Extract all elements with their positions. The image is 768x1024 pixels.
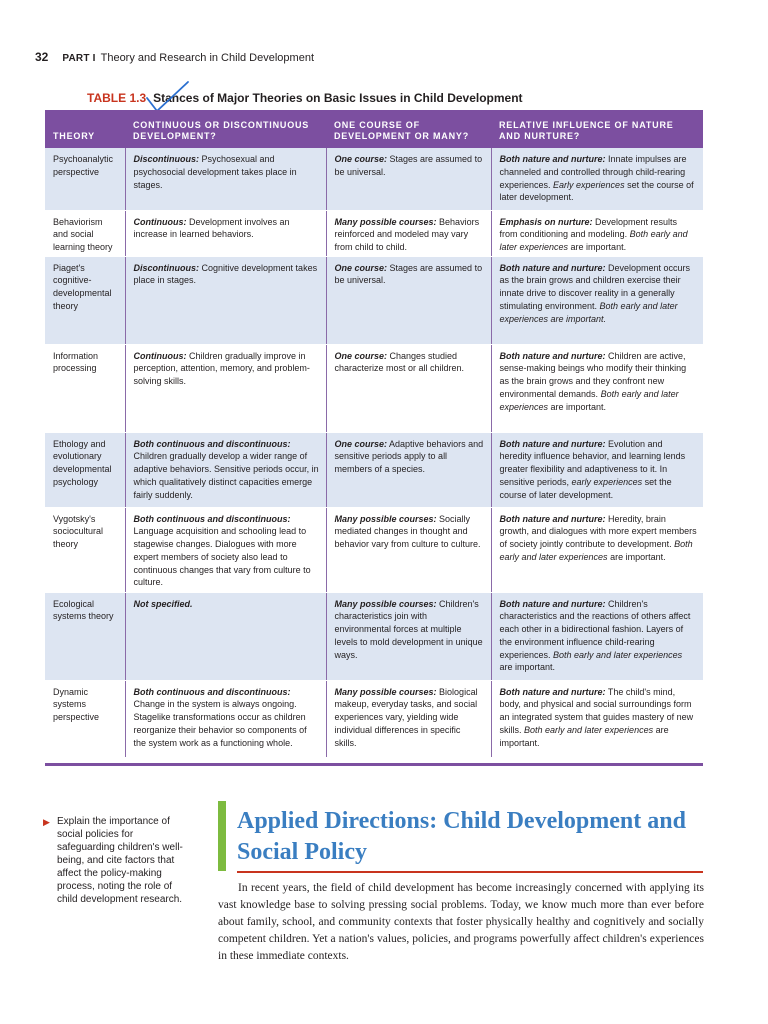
page-number: 32 xyxy=(35,50,49,64)
cell-ital-text: Early experiences xyxy=(553,179,625,190)
cell-text-text: Evolution and heredity influence behavior, and learning lends greater flexibility and adaptiveness to it. In sensitive periods, xyxy=(499,438,686,487)
cell-text-text: Development results from conditioning and modeling. xyxy=(499,216,678,240)
course-cell xyxy=(326,432,491,507)
cell-ital-text: Both early and later experiences xyxy=(499,539,693,562)
cell-lead-text: Both nature and nurture: xyxy=(499,154,606,164)
cell-text-text: Psychosexual and psychosocial development takes place in stages. xyxy=(133,154,297,190)
cell-lead-text: Continuous: xyxy=(133,350,187,361)
table-row xyxy=(45,210,703,256)
theory-cell: Psychoanalytic perspective xyxy=(45,148,125,210)
cell-tail-text: set the course of later development. xyxy=(499,476,672,500)
theory-cell: Vygotsky's sociocultural theory xyxy=(45,507,125,592)
theory-cell: Ethology and evolutionary developmental psychology xyxy=(45,432,125,507)
course-cell xyxy=(326,210,491,256)
cell-ital-text: Both early and later experiences xyxy=(553,649,683,660)
nature-cell xyxy=(491,432,703,507)
cell-ital-text: Both early and later experiences xyxy=(499,229,688,253)
cell-tail-text: are important. xyxy=(607,551,666,562)
heading-rule xyxy=(237,871,703,873)
cell-text-text: Heredity, brain growth, and dialogues with more expert members of society jointly contribute to development. xyxy=(499,513,697,550)
cell-lead-text: One course: xyxy=(334,438,388,449)
theory-cell: Piaget's cognitive-developmental theory xyxy=(45,256,125,344)
cell-lead-text: Many possible courses: xyxy=(334,216,437,227)
table-bottom-rule xyxy=(45,763,703,766)
table-number: TABLE 1.3 xyxy=(87,91,147,105)
theory-cell: Behaviorism and social learning theory xyxy=(45,210,125,256)
nature-cell xyxy=(491,210,703,256)
nature-cell xyxy=(491,507,703,592)
header-continuity: CONTINUOUS OR DISCONTINUOUS DEVELOPMENT? xyxy=(125,110,326,148)
cell-text-text: Stages are assumed to be universal. xyxy=(334,154,483,177)
table-row xyxy=(45,592,703,680)
continuity-cell xyxy=(125,432,326,507)
table-row xyxy=(45,256,703,344)
cell-lead-text: Continuous: xyxy=(133,216,187,227)
part-title: Theory and Research in Child Development xyxy=(100,52,314,64)
cell-text-text: Cognitive development takes place in stages. xyxy=(133,262,318,286)
cell-text-text: Socially mediated changes in thought and behavior vary from culture to culture. xyxy=(334,513,481,550)
cell-lead-text: Many possible courses: xyxy=(334,686,437,697)
cell-lead-text: Many possible courses: xyxy=(334,513,437,524)
cell-text-text: Changes studied characterize most or all children. xyxy=(334,350,465,374)
theories-table xyxy=(45,110,703,758)
cell-lead-text: One course: xyxy=(334,154,388,164)
course-cell xyxy=(326,507,491,592)
cell-tail-text: set the course of later development. xyxy=(499,179,694,203)
course-cell xyxy=(326,344,491,432)
cell-lead-text: Discontinuous: xyxy=(133,154,199,164)
cell-text-text: Children gradually develop a wider range of adaptive behaviors. Sensitive periods occur, in which qualitatively distinct capacities emerge fairly suddenly. xyxy=(133,451,319,500)
cell-text-text: Children's characteristics and the reactions of others affect each other in a bidirectional fashion. Layers of the environment influence child-rearing experiences. xyxy=(499,598,691,660)
cell-text-text: Children's characteristics join with environmental forces at multiple levels to mold development in unique ways. xyxy=(334,598,483,660)
nature-cell xyxy=(491,680,703,757)
cell-lead-text: Many possible courses: xyxy=(334,598,437,609)
continuity-cell xyxy=(125,680,326,757)
table-row xyxy=(45,680,703,757)
cell-lead-text: Both nature and nurture: xyxy=(499,350,606,361)
cell-lead-text: Both nature and nurture: xyxy=(499,438,606,449)
cell-lead-text: Both nature and nurture: xyxy=(499,262,606,273)
course-cell xyxy=(326,592,491,680)
cell-ital-text: Both early and later experiences xyxy=(524,724,654,735)
section-heading: Applied Directions: Child Development and Social Policy xyxy=(237,808,686,865)
continuity-cell xyxy=(125,256,326,344)
cell-text-text: Stages are assumed to be universal. xyxy=(334,262,483,286)
cell-lead-text: Both nature and nurture: xyxy=(499,686,606,697)
cell-ital-text: Both early and later experiences xyxy=(499,388,679,412)
theory-cell: Information processing xyxy=(45,344,125,432)
cell-text-text: Children gradually improve in perception, attention, memory, and problem-solving skills. xyxy=(133,350,310,387)
table-row xyxy=(45,344,703,432)
cell-lead-text: Emphasis on nurture: xyxy=(499,216,593,227)
course-cell xyxy=(326,680,491,757)
cell-text-text: Innate impulses are channeled and controlled through child-rearing experiences. xyxy=(499,154,687,190)
nature-cell xyxy=(491,256,703,344)
cell-text-text: Biological makeup, everyday tasks, and social experiences vary, yielding wide individual differences in specific skills. xyxy=(334,686,478,748)
body-paragraph: In recent years, the field of child development has become increasingly concerned with applying its vast knowledge base to solving pressing social problems. Today, we know much more than ever before about family, school, and community contexts that foster physically healthy and cognitively and socially competent children. Yet a nation's values, policies, and programs powerfully affect children's experiences in these immediate contexts. xyxy=(218,882,704,962)
cell-tail-text: are important. xyxy=(548,401,607,412)
theory-cell: Ecological systems theory xyxy=(45,592,125,680)
cell-lead-text: Both continuous and discontinuous: xyxy=(133,438,291,449)
cell-lead-text: Not specified. xyxy=(133,598,193,609)
nature-cell xyxy=(491,148,703,210)
continuity-cell xyxy=(125,210,326,256)
cell-text-text: Language acquisition and schooling lead to stagewise changes. Dialogues with more expert members of society also lead to continuous changes that vary from culture to culture. xyxy=(133,526,311,588)
objective-text: Explain the importance of social policies for safeguarding children's well-being, and cite factors that affect the policy-making process, noting the role of child development research. xyxy=(57,816,183,905)
cell-text-text: The child's mind, body, and physical and social surroundings form an integrated system that guides mastery of new skills. xyxy=(499,686,694,735)
cell-ital-text: Both early and later experiences are important. xyxy=(499,300,678,324)
table-row xyxy=(45,432,703,507)
theory-cell: Dynamic systems perspective xyxy=(45,680,125,757)
section-accent-bar xyxy=(218,801,226,871)
table-header-row xyxy=(45,110,703,148)
continuity-cell xyxy=(125,507,326,592)
cell-lead-text: Both continuous and discontinuous: xyxy=(133,686,291,697)
cell-tail-text: are important. xyxy=(499,724,669,748)
table-row xyxy=(45,148,703,210)
cell-lead-text: Both nature and nurture: xyxy=(499,598,606,609)
cell-text-text: Children are active, sense-making beings who modify their thinking as the brain grows and they confront new environmental demands. xyxy=(499,350,687,399)
learning-objective xyxy=(43,815,193,906)
cell-tail-text: are important. xyxy=(568,242,627,253)
nature-cell xyxy=(491,592,703,680)
cell-tail-text: are important. xyxy=(499,662,556,673)
cell-text-text: Adaptive behaviors and sensitive periods apply to all members of a species. xyxy=(334,438,484,475)
header-course: ONE COURSE OF DEVELOPMENT OR MANY? xyxy=(326,110,491,148)
cell-lead-text: Discontinuous: xyxy=(133,262,199,273)
cell-text-text: Behaviors reinforced and modeled may vary from child to child. xyxy=(334,216,480,253)
nature-cell xyxy=(491,344,703,432)
continuity-cell xyxy=(125,344,326,432)
table-row xyxy=(45,507,703,592)
objective-arrow-icon: ▶ xyxy=(43,817,50,827)
cell-lead-text: One course: xyxy=(334,262,388,273)
header-nature-nurture: RELATIVE INFLUENCE OF NATURE AND NURTURE? xyxy=(491,110,703,148)
continuity-cell xyxy=(125,148,326,210)
running-head xyxy=(35,50,314,64)
table-caption: Stances of Major Theories on Basic Issues in Child Development xyxy=(153,91,523,105)
cell-text-text: Change in the system is always ongoing. Stagelike transformations occur as children reorganize their behavior so components of the system work as a functioning whole. xyxy=(133,699,307,748)
header-theory: THEORY xyxy=(45,110,125,148)
course-cell xyxy=(326,256,491,344)
cell-lead-text: One course: xyxy=(334,350,388,361)
cell-text-text: Development occurs as the brain grows and children exercise their innate drive to discover reality in a generally stimulating environment. xyxy=(499,262,691,311)
cell-text-text: Development involves an increase in learned behaviors. xyxy=(133,216,290,240)
cell-ital-text: early experiences xyxy=(571,476,643,487)
part-label: PART I xyxy=(62,53,96,64)
course-cell xyxy=(326,148,491,210)
cell-lead-text: Both nature and nurture: xyxy=(499,513,606,524)
cell-lead-text: Both continuous and discontinuous: xyxy=(133,513,291,524)
continuity-cell xyxy=(125,592,326,680)
